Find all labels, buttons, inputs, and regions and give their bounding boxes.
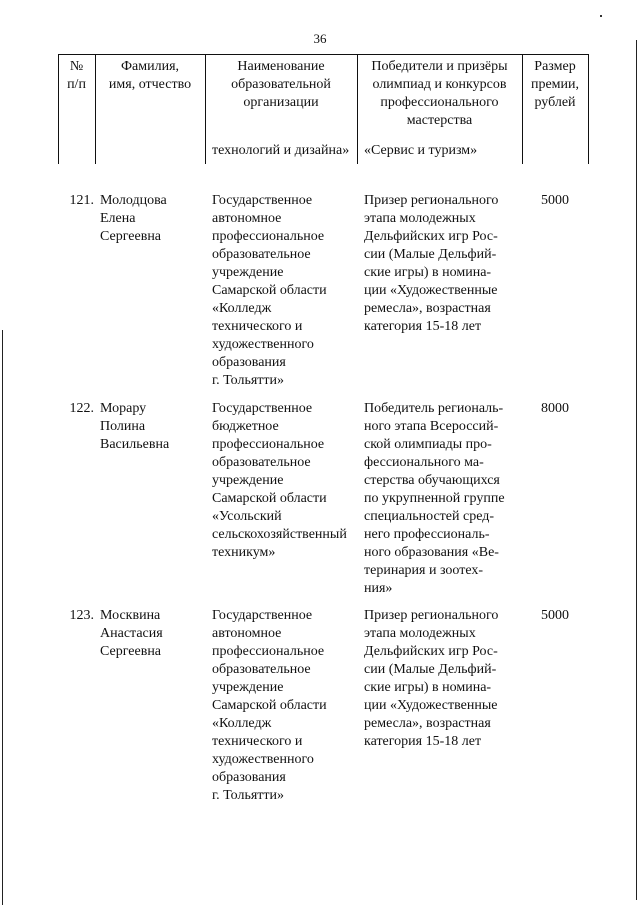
row-122-prize: 8000: [541, 401, 569, 416]
row-121-prize: 5000: [541, 193, 569, 208]
row-122-name: Морару Полина Васильевна: [100, 401, 170, 452]
row-122-org: Государственное бюджетное профессиональное образовательное учреждение Самарской области «Усольский сельскохозяйственный техникум»: [212, 401, 347, 560]
continuation-winners: «Сервис и туризм»: [364, 143, 478, 158]
row-121-num: 121.: [69, 193, 94, 208]
row-123-prize: 5000: [541, 608, 569, 623]
row-121-name: Молодцова Елена Сергеевна: [100, 193, 167, 244]
header-name: Фамилия, имя, отчество: [108, 59, 192, 92]
header-prize: Размер премии, рублей: [530, 59, 580, 110]
page-number: 36: [313, 31, 327, 46]
row-122-winners: Победитель региональ- ного этапа Всероссий- ской олимпиады про- фессионального ма- стерства обучающихся по укрупненной группе специальностей сред- него профессиональ- ного образования «Ве- теринария и зоотех- ния»: [364, 401, 505, 596]
row-122-num: 122.: [69, 401, 94, 416]
header-num: № п/п: [67, 59, 86, 92]
scan-edge-left: [2, 330, 3, 905]
scan-edge-right: [636, 40, 637, 900]
col-divider-5: [588, 54, 589, 164]
row-123-name: Москвина Анастасия Сергеевна: [100, 608, 163, 659]
row-123-winners: Призер регионального этапа молодежных Дельфийских игр Рос- сии (Малые Дельфий- ские игры) в номина- ции «Художественные ремесла», возрастная категория 15-18 лет: [364, 608, 499, 749]
row-121-org: Государственное автономное профессиональное образовательное учреждение Самарской области «Колледж технического и художественного образования г. Тольятти»: [212, 193, 327, 388]
scan-speck: [600, 15, 602, 17]
row-123-num: 123.: [69, 608, 94, 623]
header-winners: Победители и призёры олимпиад и конкурсов профессионального мастерства: [371, 59, 508, 128]
row-121-winners: Призер регионального этапа молодежных Дельфийских игр Рос- сии (Малые Дельфий- ские игры) в номина- ции «Художественные ремесла», возрастная категория 15-18 лет: [364, 193, 499, 334]
header-org: Наименование образовательной организации: [231, 59, 331, 110]
row-123-org: Государственное автономное профессиональное образовательное учреждение Самарской области «Колледж технического и художественного образования г. Тольятти»: [212, 608, 327, 803]
table-top-border: [58, 54, 588, 55]
continuation-org: технологий и дизайна»: [212, 143, 350, 158]
